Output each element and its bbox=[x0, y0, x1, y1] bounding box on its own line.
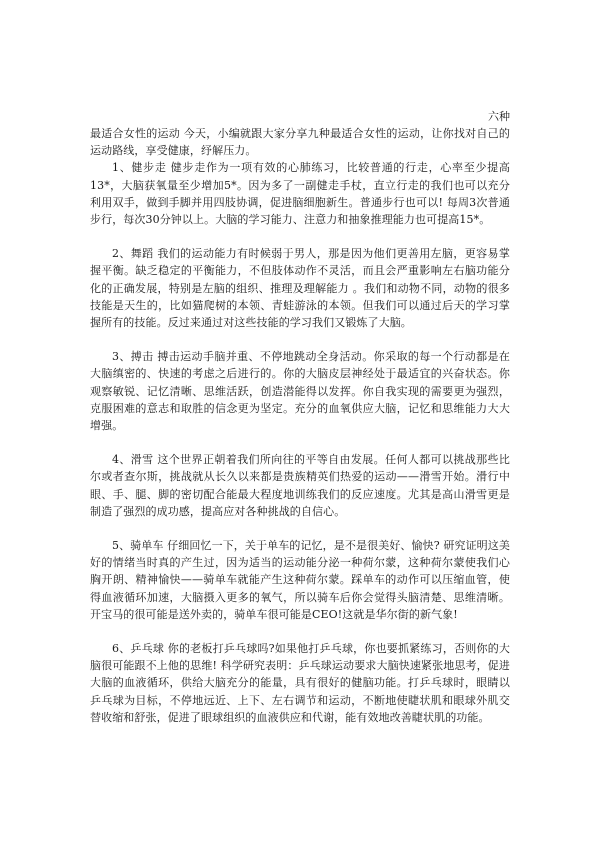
paragraph-gap bbox=[90, 228, 510, 245]
paragraph-gap bbox=[90, 331, 510, 348]
paragraph-table-tennis: 6、乒乓球 你的老板打乒乓球吗?如果他打乒乓球，你也要抓紧练习，否则你的大脑很可能跟不上他的思维! 科学研究表明：乒乓球运动要求大脑快速紧张地思考，促进大脑的血液循环，供给大脑充分的能量，具有很好的健脑功能。打乒乓球时，眼睛以乒乓球为目标，不停地远近、上下、左右调节和运动，不断地使睫状肌和眼球外肌交替收缩和舒张，促进了眼球组织的血液供应和代谢，能有效地改善睫状肌的功能。 bbox=[90, 642, 510, 724]
intro-paragraph: 最适合女性的运动 今天，小编就跟大家分享九种最适合女性的运动，让你找对自己的运动路线，享受健康，纾解压力。 bbox=[90, 127, 510, 158]
paragraph-dance: 2、舞蹈 我们的运动能力有时候弱于男人，那是因为他们更善用左脑，更容易掌握平衡。缺乏稳定的平衡能力，不但肢体动作不灵活，而且会严重影响左右脑功能分化的正确发展，特别是左脑的组织、推理及理解能力 。我们和动物不同，动物的很多技能是天生的，比如猫爬树的本领、青蛙游泳的本领。但我们可以通过后天的学习掌握所有的技能。反过来通过对这些技能的学习我们又锻炼了大脑。 bbox=[90, 247, 510, 330]
paragraph-gap bbox=[90, 434, 510, 451]
paragraph-skiing: 4、滑雪 这个世界正朝着我们所向往的平等自由发展。任何人都可以挑战那些比尔或者查尔斯，挑战就从长久以来都是贵族精英们热爱的运动——滑雪开始。滑行中眼、手、腿、脚的密切配合能最大程度地训练我们的反应速度。尤其是高山滑雪更是制造了强烈的成功感，提高应对各种挑战的自信心。 bbox=[90, 453, 510, 518]
document-page bbox=[90, 108, 510, 726]
paragraph-cycling: 5、骑单车 仔细回忆一下，关于单车的记忆，是不是很美好、愉快? 研究证明这美好的情绪当时真的产生过，因为适当的运动能分泌一种荷尔蒙，这种荷尔蒙使我们心胸开朗、精神愉快——骑单车就能产生这种荷尔蒙。踩单车的动作可以压缩血管，使得血液循环加速，大脑摄入更多的氧气，所以骑车后你会觉得头脑清楚、思维清晰。开宝马的很可能是送外卖的，骑单车很可能是CEO!这就是华尔街的新气象! bbox=[90, 539, 510, 621]
paragraph-walking: 1、健步走 健步走作为一项有效的心肺练习，比较普通的行走，心率至少提高13*，大脑获氧量至少增加5*。因为多了一副健走手杖，直立行走的我们也可以充分利用双手，做到手脚并用四肢协调，促进脑细胞新生。普通步行也可以! 每周3次普通步行，每次30分钟以上。大脑的学习能力、注意力和抽象推理能力也可提高15*。 bbox=[90, 161, 510, 227]
paragraph-gap bbox=[90, 623, 510, 640]
title-tail: 六种 bbox=[488, 110, 510, 123]
paragraph-boxing: 3、搏击 搏击运动手脑并重、不停地跳动全身活动。你采取的每一个行动都是在大脑缜密的、快速的考虑之后进行的。你的大脑皮层神经处于最适宜的兴奋状态。你观察敏锐、记忆清晰、思维活跃，创造潜能得以发挥。你自我实现的需要更为强烈，克服困难的意志和取胜的信念更为坚定。充分的血氧供应大脑，记忆和思维能力大大增强。 bbox=[90, 350, 510, 433]
paragraph-gap bbox=[90, 520, 510, 537]
